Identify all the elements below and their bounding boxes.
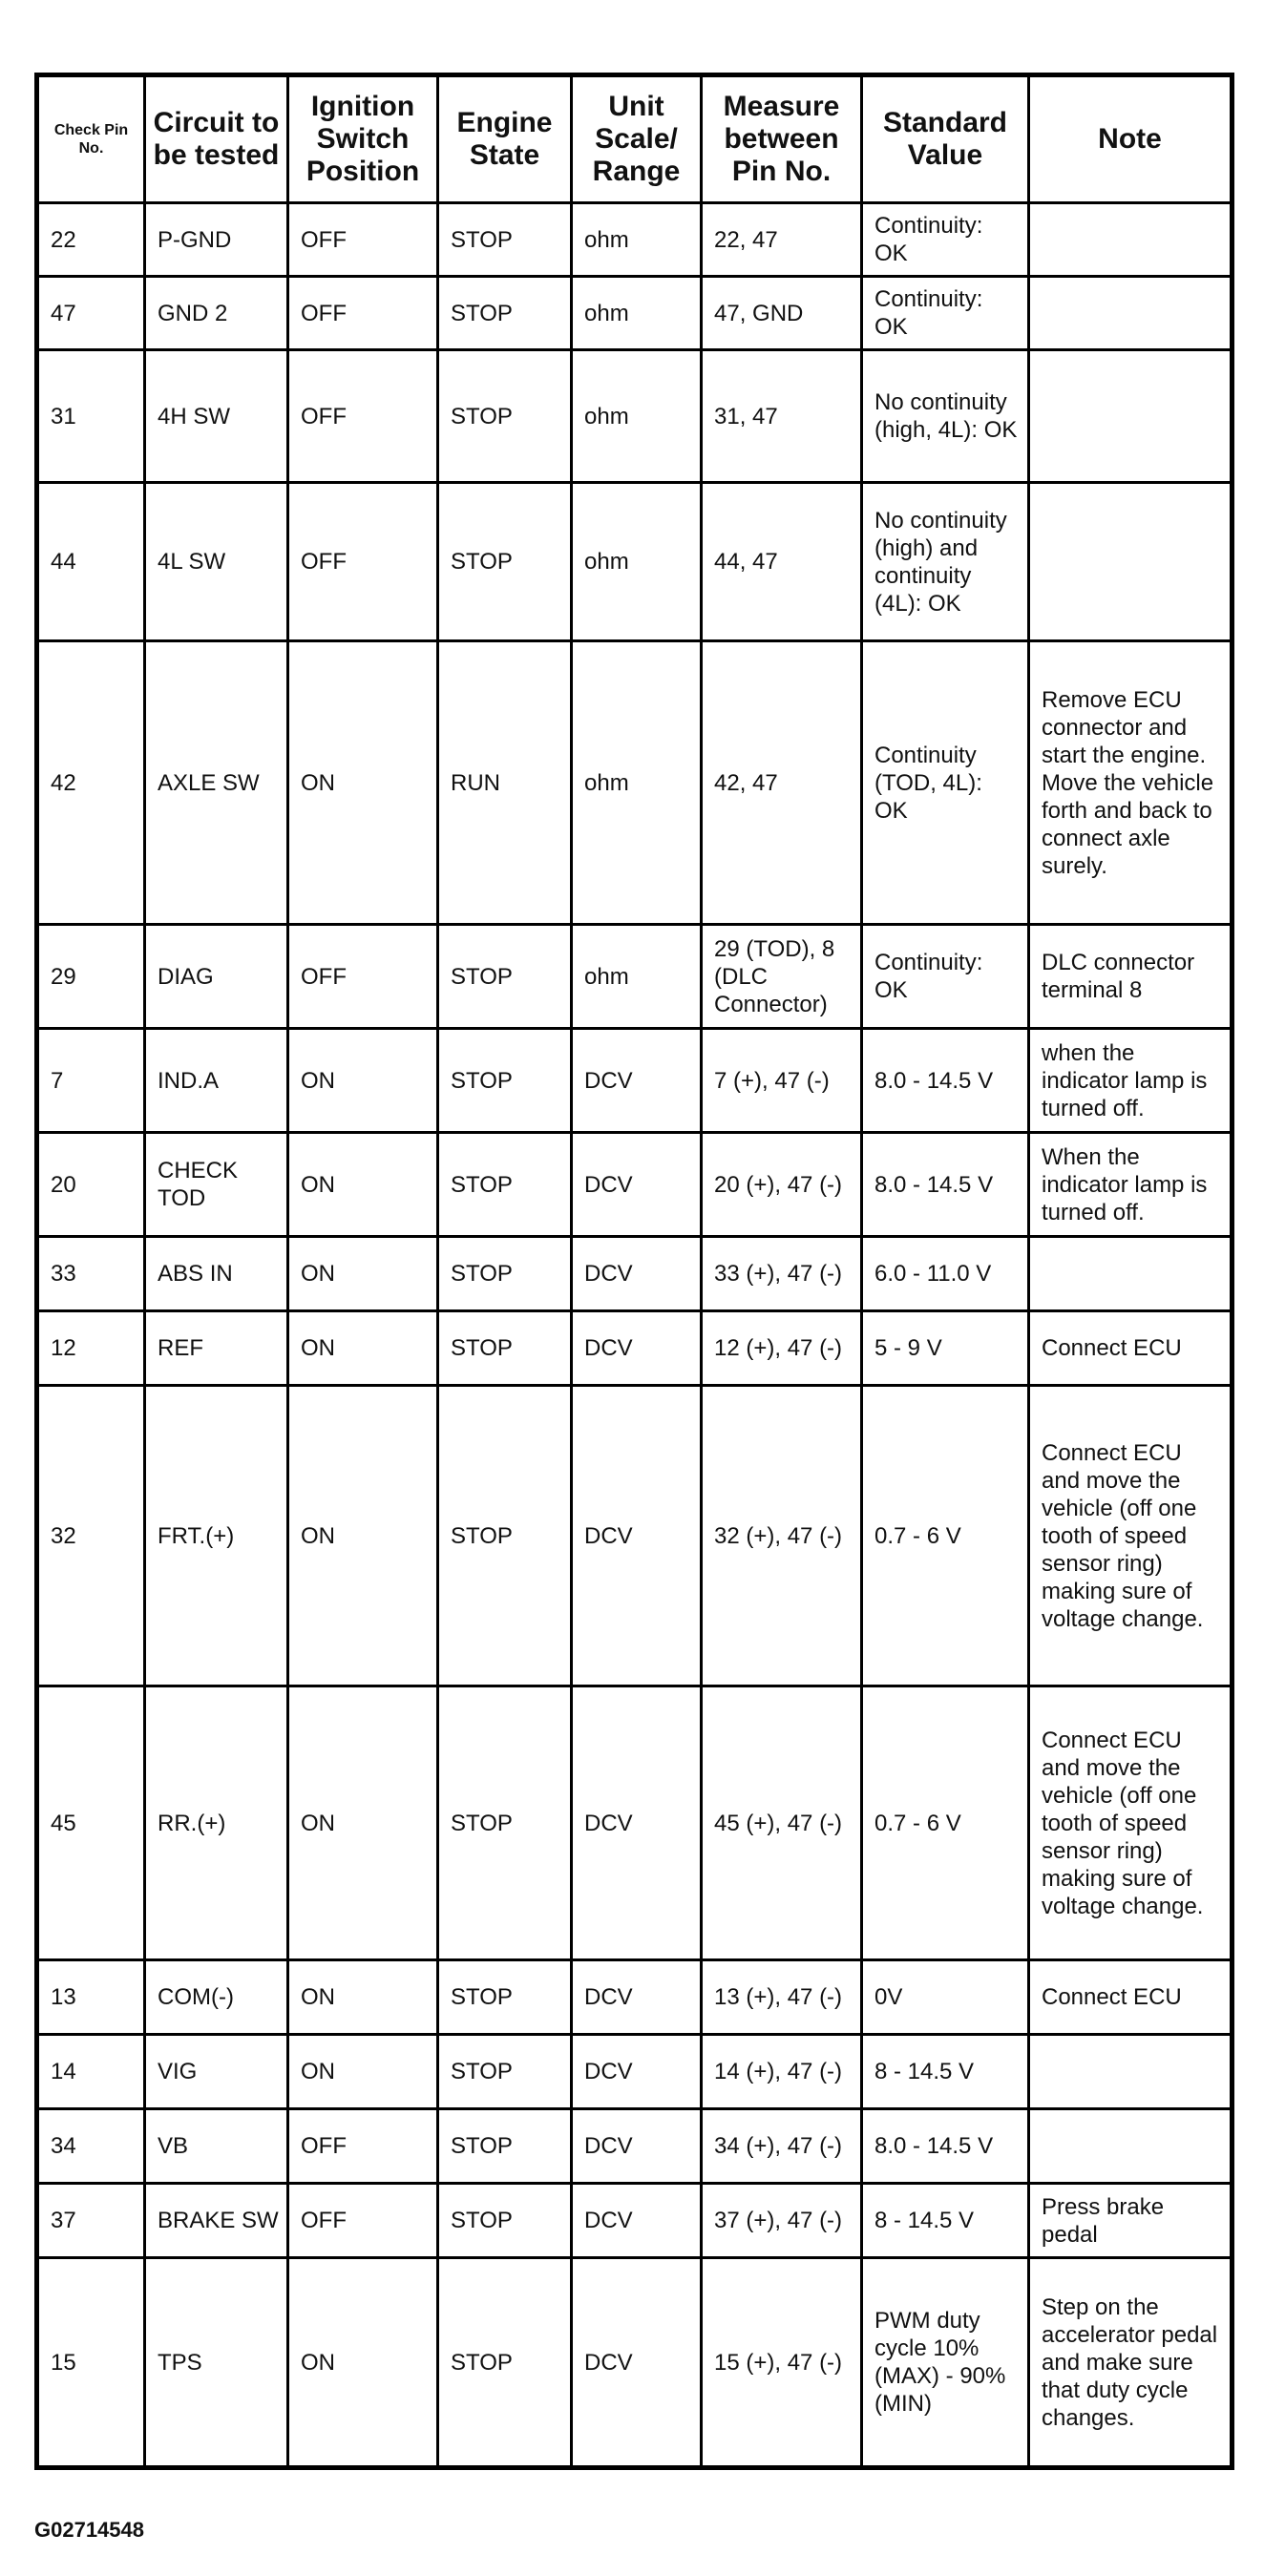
cell-measure: 29 (TOD), 8 (DLC Connector) <box>702 925 862 1029</box>
cell-pin: 33 <box>37 1237 145 1311</box>
cell-circuit: IND.A <box>145 1029 288 1133</box>
cell-circuit: AXLE SW <box>145 641 288 925</box>
cell-pin: 13 <box>37 1960 145 2035</box>
cell-standard: Continuity: OK <box>862 925 1029 1029</box>
cell-pin: 14 <box>37 2035 145 2109</box>
cell-circuit: DIAG <box>145 925 288 1029</box>
cell-measure: 44, 47 <box>702 483 862 641</box>
cell-engine: STOP <box>438 1386 572 1686</box>
cell-note: Connect ECU and move the vehicle (off one tooth of speed sensor ring) making sure of voltage change. <box>1029 1386 1232 1686</box>
cell-engine: RUN <box>438 641 572 925</box>
table-row <box>37 1386 1232 1686</box>
cell-engine: STOP <box>438 1029 572 1133</box>
cell-unit: DCV <box>572 1311 702 1386</box>
cell-measure: 31, 47 <box>702 350 862 483</box>
cell-pin: 22 <box>37 203 145 277</box>
cell-pin: 44 <box>37 483 145 641</box>
cell-ignition: ON <box>288 1686 438 1960</box>
cell-measure: 22, 47 <box>702 203 862 277</box>
col-header-note: Note <box>1029 75 1232 203</box>
cell-circuit: VB <box>145 2109 288 2184</box>
cell-standard: PWM duty cycle 10% (MAX) - 90%(MIN) <box>862 2258 1029 2468</box>
cell-unit: DCV <box>572 2035 702 2109</box>
cell-standard: Continuity (TOD, 4L): OK <box>862 641 1029 925</box>
table-row <box>37 2258 1232 2468</box>
cell-unit: ohm <box>572 203 702 277</box>
cell-note <box>1029 2109 1232 2184</box>
cell-engine: STOP <box>438 483 572 641</box>
cell-ignition: ON <box>288 1133 438 1237</box>
cell-note: Press brake pedal <box>1029 2184 1232 2258</box>
cell-pin: 12 <box>37 1311 145 1386</box>
table-container <box>34 73 1230 2470</box>
table-row <box>37 1133 1232 1237</box>
cell-ignition: ON <box>288 2258 438 2468</box>
cell-unit: ohm <box>572 483 702 641</box>
cell-circuit: FRT.(+) <box>145 1386 288 1686</box>
cell-ignition: ON <box>288 2035 438 2109</box>
cell-ignition: ON <box>288 1311 438 1386</box>
cell-unit: ohm <box>572 641 702 925</box>
table-row <box>37 1960 1232 2035</box>
cell-note <box>1029 2035 1232 2109</box>
cell-pin: 42 <box>37 641 145 925</box>
cell-circuit: REF <box>145 1311 288 1386</box>
cell-measure: 32 (+), 47 (-) <box>702 1386 862 1686</box>
cell-note: Remove ECU connector and start the engine. Move the vehicle forth and back to connect axle surely. <box>1029 641 1232 925</box>
cell-standard: 8.0 - 14.5 V <box>862 1133 1029 1237</box>
cell-circuit: CHECK TOD <box>145 1133 288 1237</box>
cell-engine: STOP <box>438 2184 572 2258</box>
cell-standard: Continuity: OK <box>862 277 1029 350</box>
cell-ignition: ON <box>288 641 438 925</box>
table-row <box>37 483 1232 641</box>
cell-standard: 0V <box>862 1960 1029 2035</box>
cell-engine: STOP <box>438 277 572 350</box>
col-header-engine-state: Engine State <box>438 75 572 203</box>
table-row <box>37 641 1232 925</box>
table-row <box>37 203 1232 277</box>
cell-note <box>1029 277 1232 350</box>
cell-pin: 37 <box>37 2184 145 2258</box>
table-row <box>37 925 1232 1029</box>
cell-ignition: OFF <box>288 2109 438 2184</box>
table-row <box>37 277 1232 350</box>
cell-standard: 6.0 - 11.0 V <box>862 1237 1029 1311</box>
cell-circuit: RR.(+) <box>145 1686 288 1960</box>
cell-pin: 47 <box>37 277 145 350</box>
figure-id-caption: G02714548 <box>34 2518 144 2542</box>
cell-ignition: OFF <box>288 277 438 350</box>
cell-ignition: OFF <box>288 350 438 483</box>
cell-measure: 33 (+), 47 (-) <box>702 1237 862 1311</box>
cell-unit: ohm <box>572 277 702 350</box>
cell-circuit: VIG <box>145 2035 288 2109</box>
col-header-ignition: Ignition Switch Position <box>288 75 438 203</box>
cell-pin: 32 <box>37 1386 145 1686</box>
cell-ignition: OFF <box>288 925 438 1029</box>
cell-pin: 15 <box>37 2258 145 2468</box>
cell-engine: STOP <box>438 1686 572 1960</box>
cell-standard: 8.0 - 14.5 V <box>862 1029 1029 1133</box>
cell-note: Connect ECU and move the vehicle (off one tooth of speed sensor ring) making sure of voltage change. <box>1029 1686 1232 1960</box>
cell-measure: 15 (+), 47 (-) <box>702 2258 862 2468</box>
table-row <box>37 1686 1232 1960</box>
cell-engine: STOP <box>438 2258 572 2468</box>
table-row <box>37 1029 1232 1133</box>
cell-ignition: ON <box>288 1029 438 1133</box>
cell-engine: STOP <box>438 203 572 277</box>
cell-engine: STOP <box>438 2035 572 2109</box>
cell-ignition: OFF <box>288 483 438 641</box>
cell-measure: 37 (+), 47 (-) <box>702 2184 862 2258</box>
cell-engine: STOP <box>438 2109 572 2184</box>
cell-ignition: ON <box>288 1237 438 1311</box>
table-row <box>37 2184 1232 2258</box>
cell-ignition: ON <box>288 1960 438 2035</box>
cell-note <box>1029 203 1232 277</box>
cell-measure: 34 (+), 47 (-) <box>702 2109 862 2184</box>
cell-ignition: OFF <box>288 203 438 277</box>
cell-standard: No continuity (high, 4L): OK <box>862 350 1029 483</box>
cell-circuit: TPS <box>145 2258 288 2468</box>
cell-unit: DCV <box>572 1686 702 1960</box>
col-header-unit: Unit Scale/ Range <box>572 75 702 203</box>
cell-note: when the indicator lamp is turned off. <box>1029 1029 1232 1133</box>
cell-pin: 31 <box>37 350 145 483</box>
cell-note: When the indicator lamp is turned off. <box>1029 1133 1232 1237</box>
cell-measure: 7 (+), 47 (-) <box>702 1029 862 1133</box>
cell-circuit: 4L SW <box>145 483 288 641</box>
cell-note: Connect ECU <box>1029 1311 1232 1386</box>
cell-note: Step on the accelerator pedal and make sure that duty cycle changes. <box>1029 2258 1232 2468</box>
cell-standard: No continuity (high) and continuity (4L): OK <box>862 483 1029 641</box>
cell-measure: 14 (+), 47 (-) <box>702 2035 862 2109</box>
cell-note <box>1029 350 1232 483</box>
cell-ignition: ON <box>288 1386 438 1686</box>
col-header-check-pin: Check Pin No. <box>37 75 145 203</box>
cell-circuit: BRAKE SW <box>145 2184 288 2258</box>
cell-note: DLC connector terminal 8 <box>1029 925 1232 1029</box>
cell-unit: DCV <box>572 1237 702 1311</box>
cell-standard: 0.7 - 6 V <box>862 1386 1029 1686</box>
header-row <box>37 75 1232 203</box>
cell-pin: 20 <box>37 1133 145 1237</box>
cell-unit: DCV <box>572 2258 702 2468</box>
cell-pin: 29 <box>37 925 145 1029</box>
cell-circuit: P-GND <box>145 203 288 277</box>
cell-engine: STOP <box>438 1960 572 2035</box>
table-row <box>37 2035 1232 2109</box>
cell-pin: 45 <box>37 1686 145 1960</box>
col-header-circuit: Circuit to be tested <box>145 75 288 203</box>
cell-unit: DCV <box>572 1029 702 1133</box>
cell-measure: 47, GND <box>702 277 862 350</box>
table-row <box>37 2109 1232 2184</box>
cell-engine: STOP <box>438 350 572 483</box>
cell-measure: 42, 47 <box>702 641 862 925</box>
cell-unit: DCV <box>572 2109 702 2184</box>
table-row <box>37 1237 1232 1311</box>
cell-standard: Continuity: OK <box>862 203 1029 277</box>
cell-unit: DCV <box>572 2184 702 2258</box>
cell-standard: 8 - 14.5 V <box>862 2035 1029 2109</box>
cell-pin: 34 <box>37 2109 145 2184</box>
cell-unit: ohm <box>572 350 702 483</box>
cell-pin: 7 <box>37 1029 145 1133</box>
cell-unit: ohm <box>572 925 702 1029</box>
table-row <box>37 1311 1232 1386</box>
cell-measure: 20 (+), 47 (-) <box>702 1133 862 1237</box>
cell-engine: STOP <box>438 1133 572 1237</box>
table-row <box>37 350 1232 483</box>
cell-engine: STOP <box>438 1311 572 1386</box>
cell-note: Connect ECU <box>1029 1960 1232 2035</box>
cell-circuit: GND 2 <box>145 277 288 350</box>
cell-engine: STOP <box>438 1237 572 1311</box>
cell-unit: DCV <box>572 1960 702 2035</box>
cell-standard: 8.0 - 14.5 V <box>862 2109 1029 2184</box>
cell-measure: 13 (+), 47 (-) <box>702 1960 862 2035</box>
cell-measure: 45 (+), 47 (-) <box>702 1686 862 1960</box>
cell-unit: DCV <box>572 1133 702 1237</box>
cell-circuit: 4H SW <box>145 350 288 483</box>
cell-circuit: COM(-) <box>145 1960 288 2035</box>
cell-engine: STOP <box>438 925 572 1029</box>
pin-check-table <box>34 73 1234 2470</box>
cell-standard: 8 - 14.5 V <box>862 2184 1029 2258</box>
cell-standard: 0.7 - 6 V <box>862 1686 1029 1960</box>
cell-standard: 5 - 9 V <box>862 1311 1029 1386</box>
col-header-measure: Measure between Pin No. <box>702 75 862 203</box>
col-header-standard-value: Standard Value <box>862 75 1029 203</box>
cell-unit: DCV <box>572 1386 702 1686</box>
cell-note <box>1029 1237 1232 1311</box>
cell-measure: 12 (+), 47 (-) <box>702 1311 862 1386</box>
cell-circuit: ABS IN <box>145 1237 288 1311</box>
cell-ignition: OFF <box>288 2184 438 2258</box>
cell-note <box>1029 483 1232 641</box>
